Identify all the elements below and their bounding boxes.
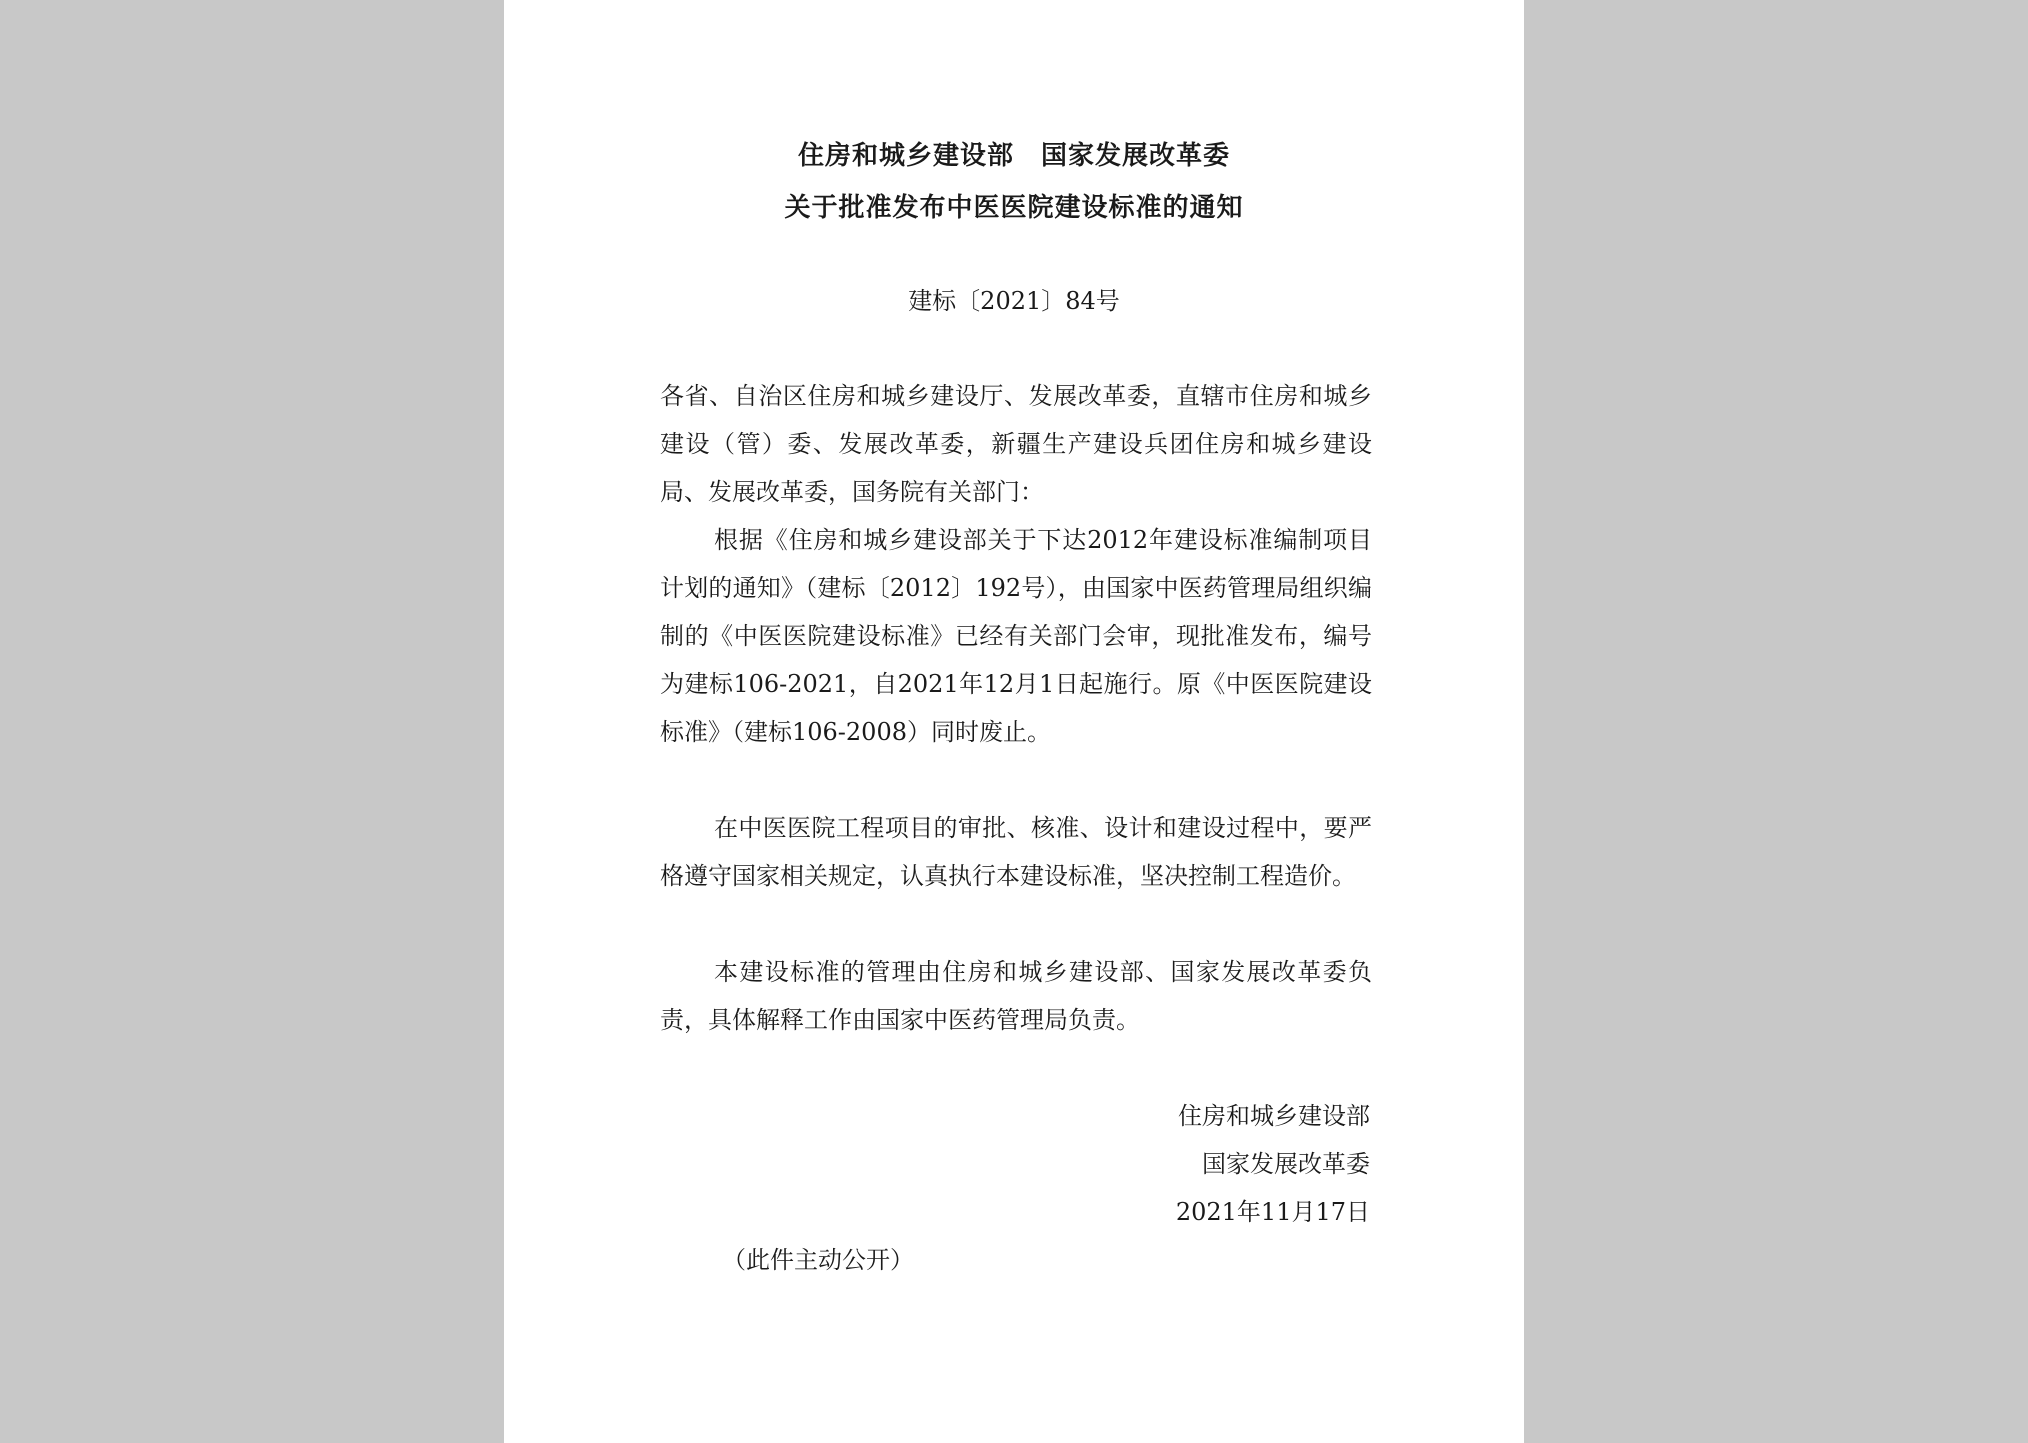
document-title-line-2: 关于批准发布中医医院建设标准的通知 — [784, 193, 1244, 223]
paragraph-2: 在中医医院工程项目的审批、核准、设计和建设过程中，要严格遵守国家相关规定，认真执行本建设标准，坚决控制工程造价。 — [660, 814, 1372, 890]
paragraph-3: 本建设标准的管理由住房和城乡建设部、国家发展改革委负责，具体解释工作由国家中医药管理局负责。 — [660, 958, 1372, 1034]
signature-date: 2021年11月17日 — [1175, 1198, 1370, 1226]
document-number: 建标〔2021〕84号 — [908, 287, 1120, 315]
publicity-note: （此件主动公开） — [722, 1246, 914, 1274]
document-title-line-1: 住房和城乡建设部 国家发展改革委 — [797, 141, 1230, 171]
paragraph-1: 根据《住房和城乡建设部关于下达2012年建设标准编制项目计划的通知》（建标〔2012〕192号），由国家中医药管理局组织编制的《中医医院建设标准》已经有关部门会审，现批准发布，编号为建标106-2021，自2021年12月1日起施行。原《中医医院建设标准》（建标106-2008）同时废止。 — [660, 526, 1372, 746]
addressee: 各省、自治区住房和城乡建设厅、发展改革委，直辖市住房和城乡建设（管）委、发展改革委，新疆生产建设兵团住房和城乡建设局、发展改革委，国务院有关部门： — [660, 382, 1372, 506]
signature-org-2: 国家发展改革委 — [1202, 1150, 1370, 1178]
signature-org-1: 住房和城乡建设部 — [1178, 1102, 1370, 1130]
document-page — [504, 0, 1524, 1443]
